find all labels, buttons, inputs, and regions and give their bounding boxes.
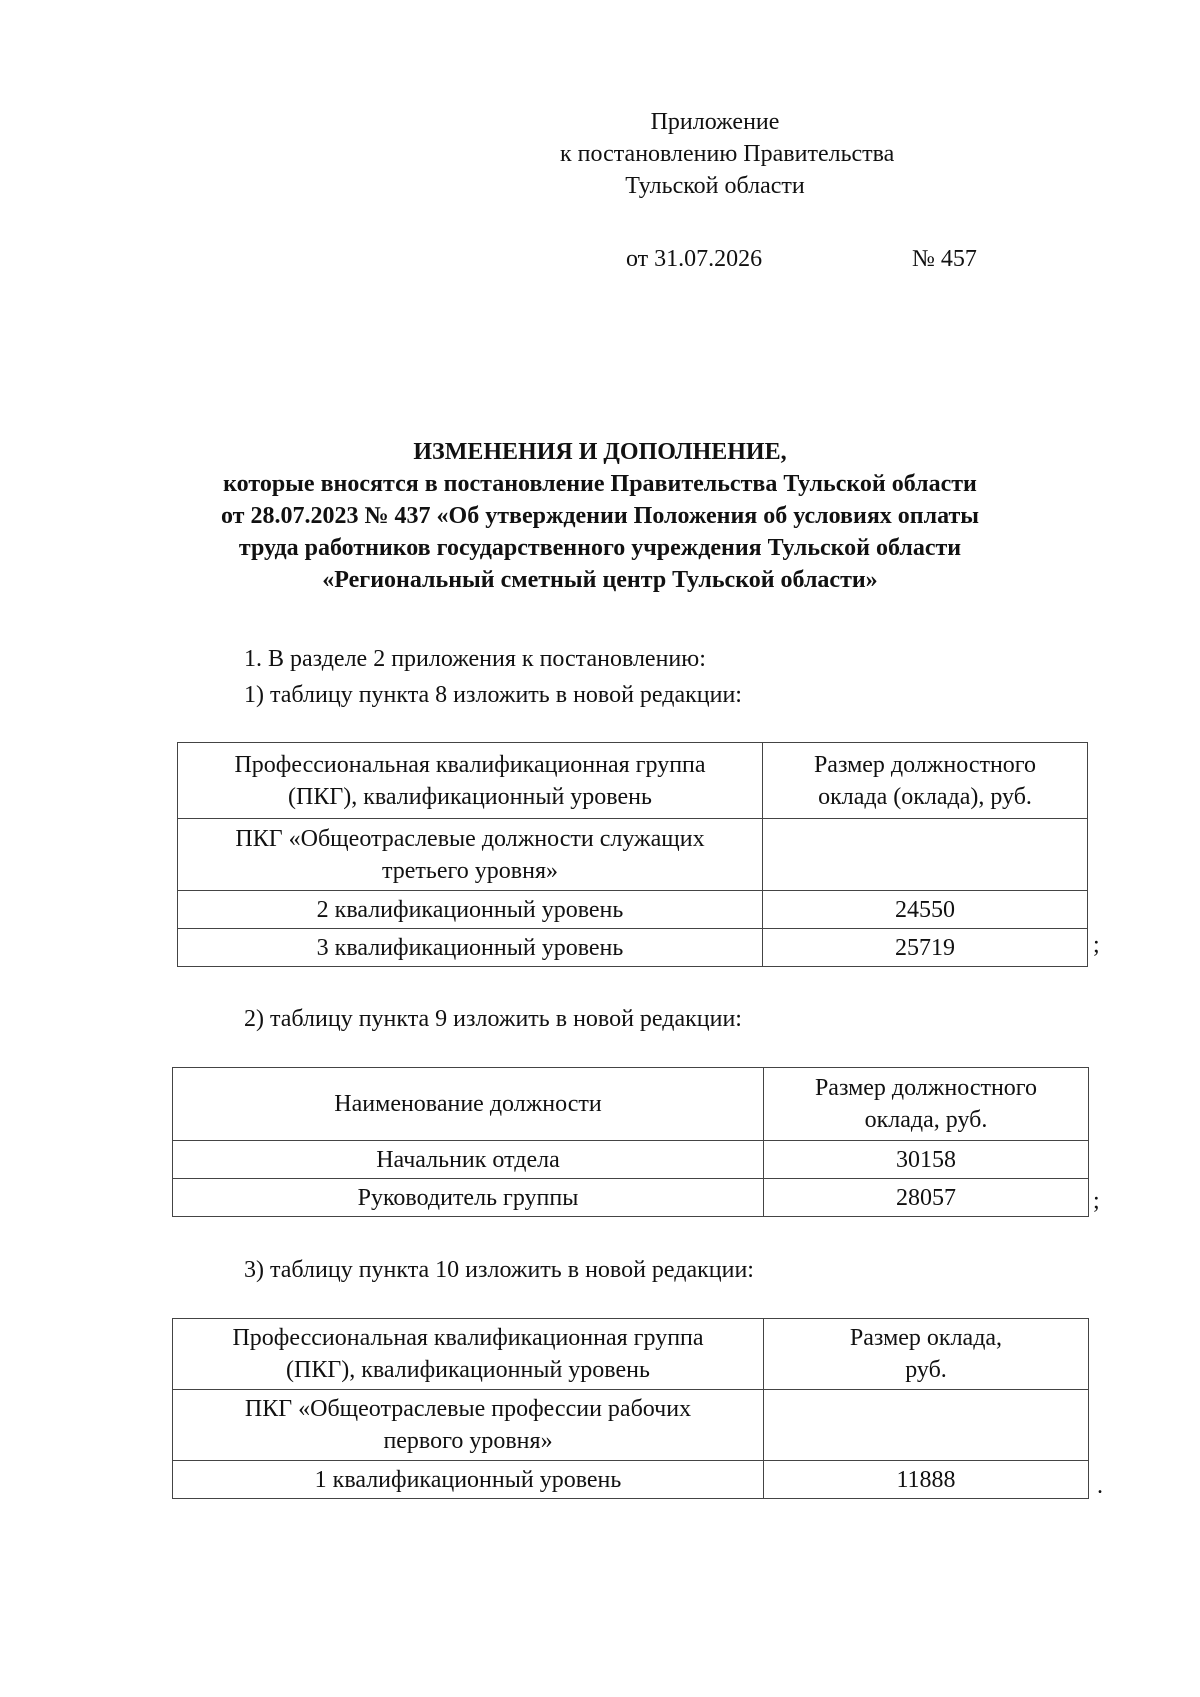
salary-cell: 30158 [764, 1141, 1089, 1179]
appendix-header [560, 106, 895, 202]
level-cell: 1 квалификационный уровень [173, 1461, 764, 1499]
header-text: руб. [905, 1357, 947, 1383]
header-cell-salary [763, 743, 1088, 819]
paragraph-item-2: 2) таблицу пункта 9 изложить в новой редакции: [244, 1006, 742, 1032]
header-text: оклада (оклада), руб. [818, 783, 1032, 810]
table-salary-workers [172, 1318, 1089, 1499]
header-text: Размер оклада, [849, 1325, 1003, 1351]
empty-cell [763, 819, 1088, 891]
paragraph-item-3: 3) таблицу пункта 10 изложить в новой редакции: [244, 1257, 754, 1283]
header-text: оклада, руб. [864, 1107, 988, 1133]
level-cell: 3 квалификационный уровень [178, 929, 763, 967]
table-group-row [173, 1390, 1089, 1461]
appendix-line-3: Тульской области [625, 173, 805, 199]
title-line-4: труда работников государственного учреждения Тульской области [238, 535, 962, 561]
table-row [178, 891, 1088, 929]
appendix-line-2: к постановлению Правительства [560, 141, 895, 167]
title-line-5: «Региональный сметный центр Тульской области» [322, 567, 878, 593]
empty-cell [764, 1390, 1089, 1461]
salary-cell: 25719 [763, 929, 1088, 967]
table-header-row [178, 743, 1088, 819]
table-group-row [178, 819, 1088, 891]
resolution-date: от 31.07.2026 [626, 246, 763, 272]
table-header-row [173, 1068, 1089, 1141]
header-text: (ПКГ), квалификационный уровень [286, 1357, 650, 1383]
header-cell-position: Наименование должности [173, 1068, 764, 1141]
header-text: Профессиональная квалификационная группа [234, 751, 706, 778]
table-end-mark: ; [1093, 932, 1100, 958]
salary-cell: 28057 [764, 1179, 1089, 1217]
header-cell-salary [764, 1068, 1089, 1141]
group-text: первого уровня» [383, 1428, 553, 1454]
salary-cell: 24550 [763, 891, 1088, 929]
salary-cell: 11888 [764, 1461, 1089, 1499]
header-cell-salary [764, 1319, 1089, 1390]
appendix-line-1: Приложение [650, 109, 780, 135]
table-row [173, 1179, 1089, 1217]
header-text: Профессиональная квалификационная группа [232, 1325, 704, 1351]
table-salary-positions [172, 1067, 1089, 1217]
table-salary-employees [177, 742, 1088, 967]
group-cell [173, 1390, 764, 1461]
table-end-mark: . [1097, 1473, 1103, 1499]
title-line-3: от 28.07.2023 № 437 «Об утверждении Положения об условиях оплаты [220, 503, 980, 529]
title-line-1: ИЗМЕНЕНИЯ И ДОПОЛНЕНИЕ, [413, 439, 787, 465]
level-cell: 2 квалификационный уровень [178, 891, 763, 929]
title-line-2: которые вносятся в постановление Правительства Тульской области [223, 471, 977, 497]
header-text: Размер должностного [814, 1075, 1038, 1101]
paragraph-item-1: 1) таблицу пункта 8 изложить в новой редакции: [244, 682, 742, 708]
table-end-mark: ; [1093, 1188, 1100, 1214]
header-text: (ПКГ), квалификационный уровень [288, 783, 652, 810]
table-header-row [173, 1319, 1089, 1390]
resolution-number: № 457 [912, 246, 977, 272]
group-cell [178, 819, 763, 891]
header-cell-group [173, 1319, 764, 1390]
position-cell: Руководитель группы [173, 1179, 764, 1217]
group-text: ПКГ «Общеотраслевые профессии рабочих [244, 1396, 692, 1422]
paragraph-section-2: 1. В разделе 2 приложения к постановлению: [244, 646, 706, 672]
document-title [150, 436, 1050, 596]
group-text: ПКГ «Общеотраслевые должности служащих [235, 825, 705, 852]
position-cell: Начальник отдела [173, 1141, 764, 1179]
group-text: третьего уровня» [382, 857, 558, 884]
header-text: Размер должностного [813, 751, 1037, 778]
table-row [173, 1141, 1089, 1179]
table-row [178, 929, 1088, 967]
header-cell-group [178, 743, 763, 819]
table-row [173, 1461, 1089, 1499]
